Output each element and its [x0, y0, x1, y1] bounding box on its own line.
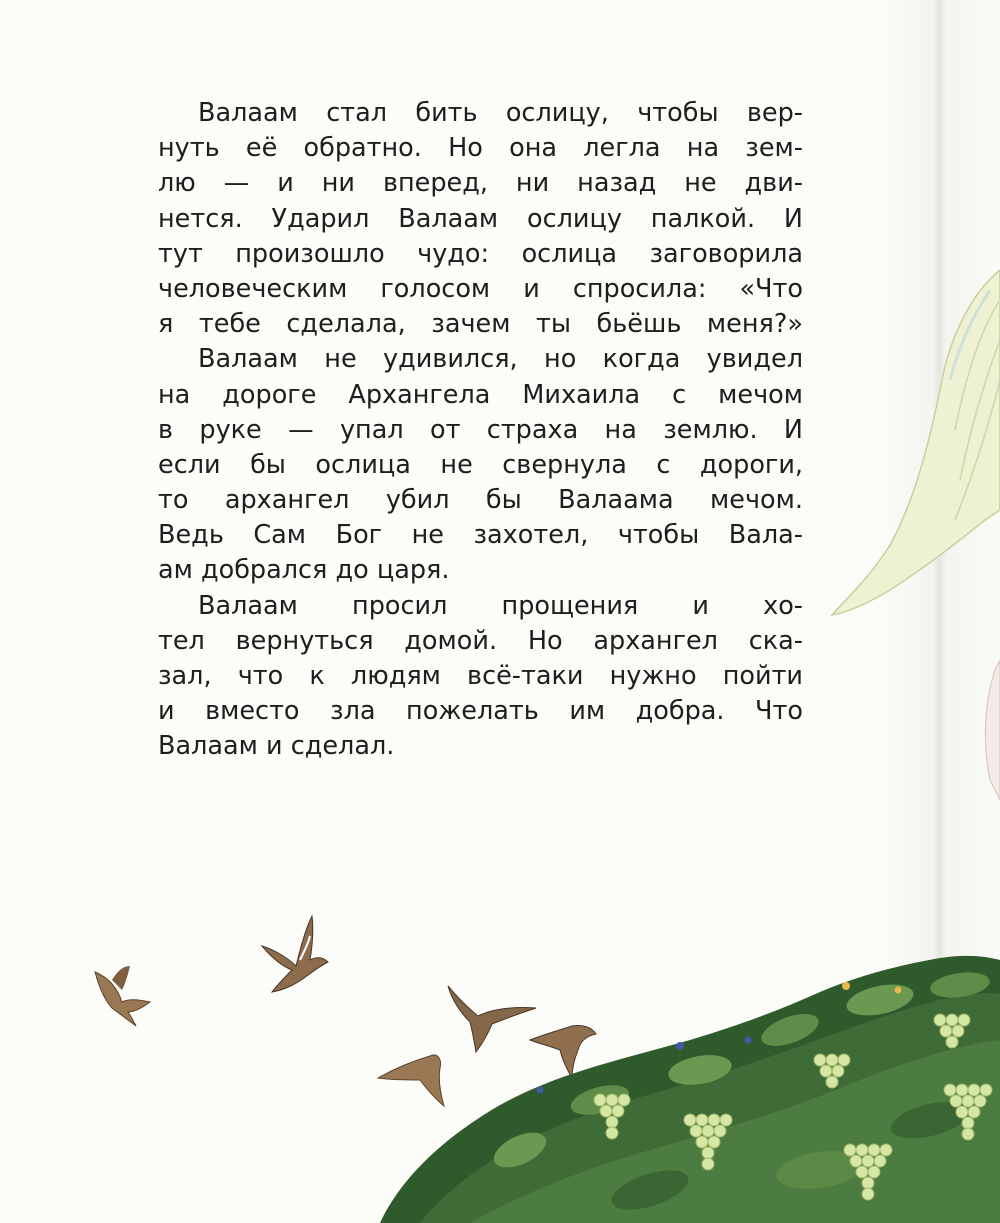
text-line: нется. Ударил Валаам ослицу палкой. И [158, 203, 803, 234]
text-line: нуть её обратно. Но она легла на зем- [158, 133, 803, 164]
text-line: Ведь Сам Бог не захотел, чтобы Вала- [158, 520, 803, 551]
text-line: тут произошло чудо: ослица заговорила [158, 238, 803, 269]
text-line: то архангел убил бы Валаама мечом. [158, 485, 803, 516]
sparrow-icon [448, 986, 536, 1052]
paragraph [158, 589, 803, 765]
text-line: и вместо зла пожелать им добра. Что [158, 696, 803, 727]
angel-wing-icon [832, 270, 1000, 800]
sparrow-icon [262, 916, 328, 992]
paragraph [158, 342, 803, 588]
text-line: человеческим голосом и спросила: «Что [158, 273, 803, 304]
story-text [158, 96, 803, 765]
text-line: на дороге Архангела Михаила с мечом [158, 379, 803, 410]
text-line: если бы ослица не свернула с дороги, [158, 449, 803, 480]
text-line: тел вернуться домой. Но архангел ска- [158, 625, 803, 656]
text-line: Валаам не удивился, но когда увидел [198, 344, 803, 375]
text-line: зал, что к людям всё-таки нужно пойти [158, 661, 803, 691]
text-line: Валаам просил прощения и хо- [198, 590, 803, 621]
grapevine-icon [380, 956, 1000, 1223]
paragraph [158, 96, 803, 342]
sparrow-icon [95, 966, 150, 1026]
text-line: я тебе сделала, зачем ты бьёшь меня?» [158, 309, 803, 340]
text-line: Валаам и сделал. [158, 731, 395, 762]
text-line: Валаам стал бить ослицу, чтобы вер- [198, 98, 803, 128]
text-line: ам добрался до царя. [158, 555, 450, 586]
sparrow-icon [378, 1055, 444, 1106]
text-line: лю — и ни вперед, ни назад не дви- [158, 168, 803, 199]
text-line: в руке — упал от страха на землю. И [158, 414, 803, 445]
